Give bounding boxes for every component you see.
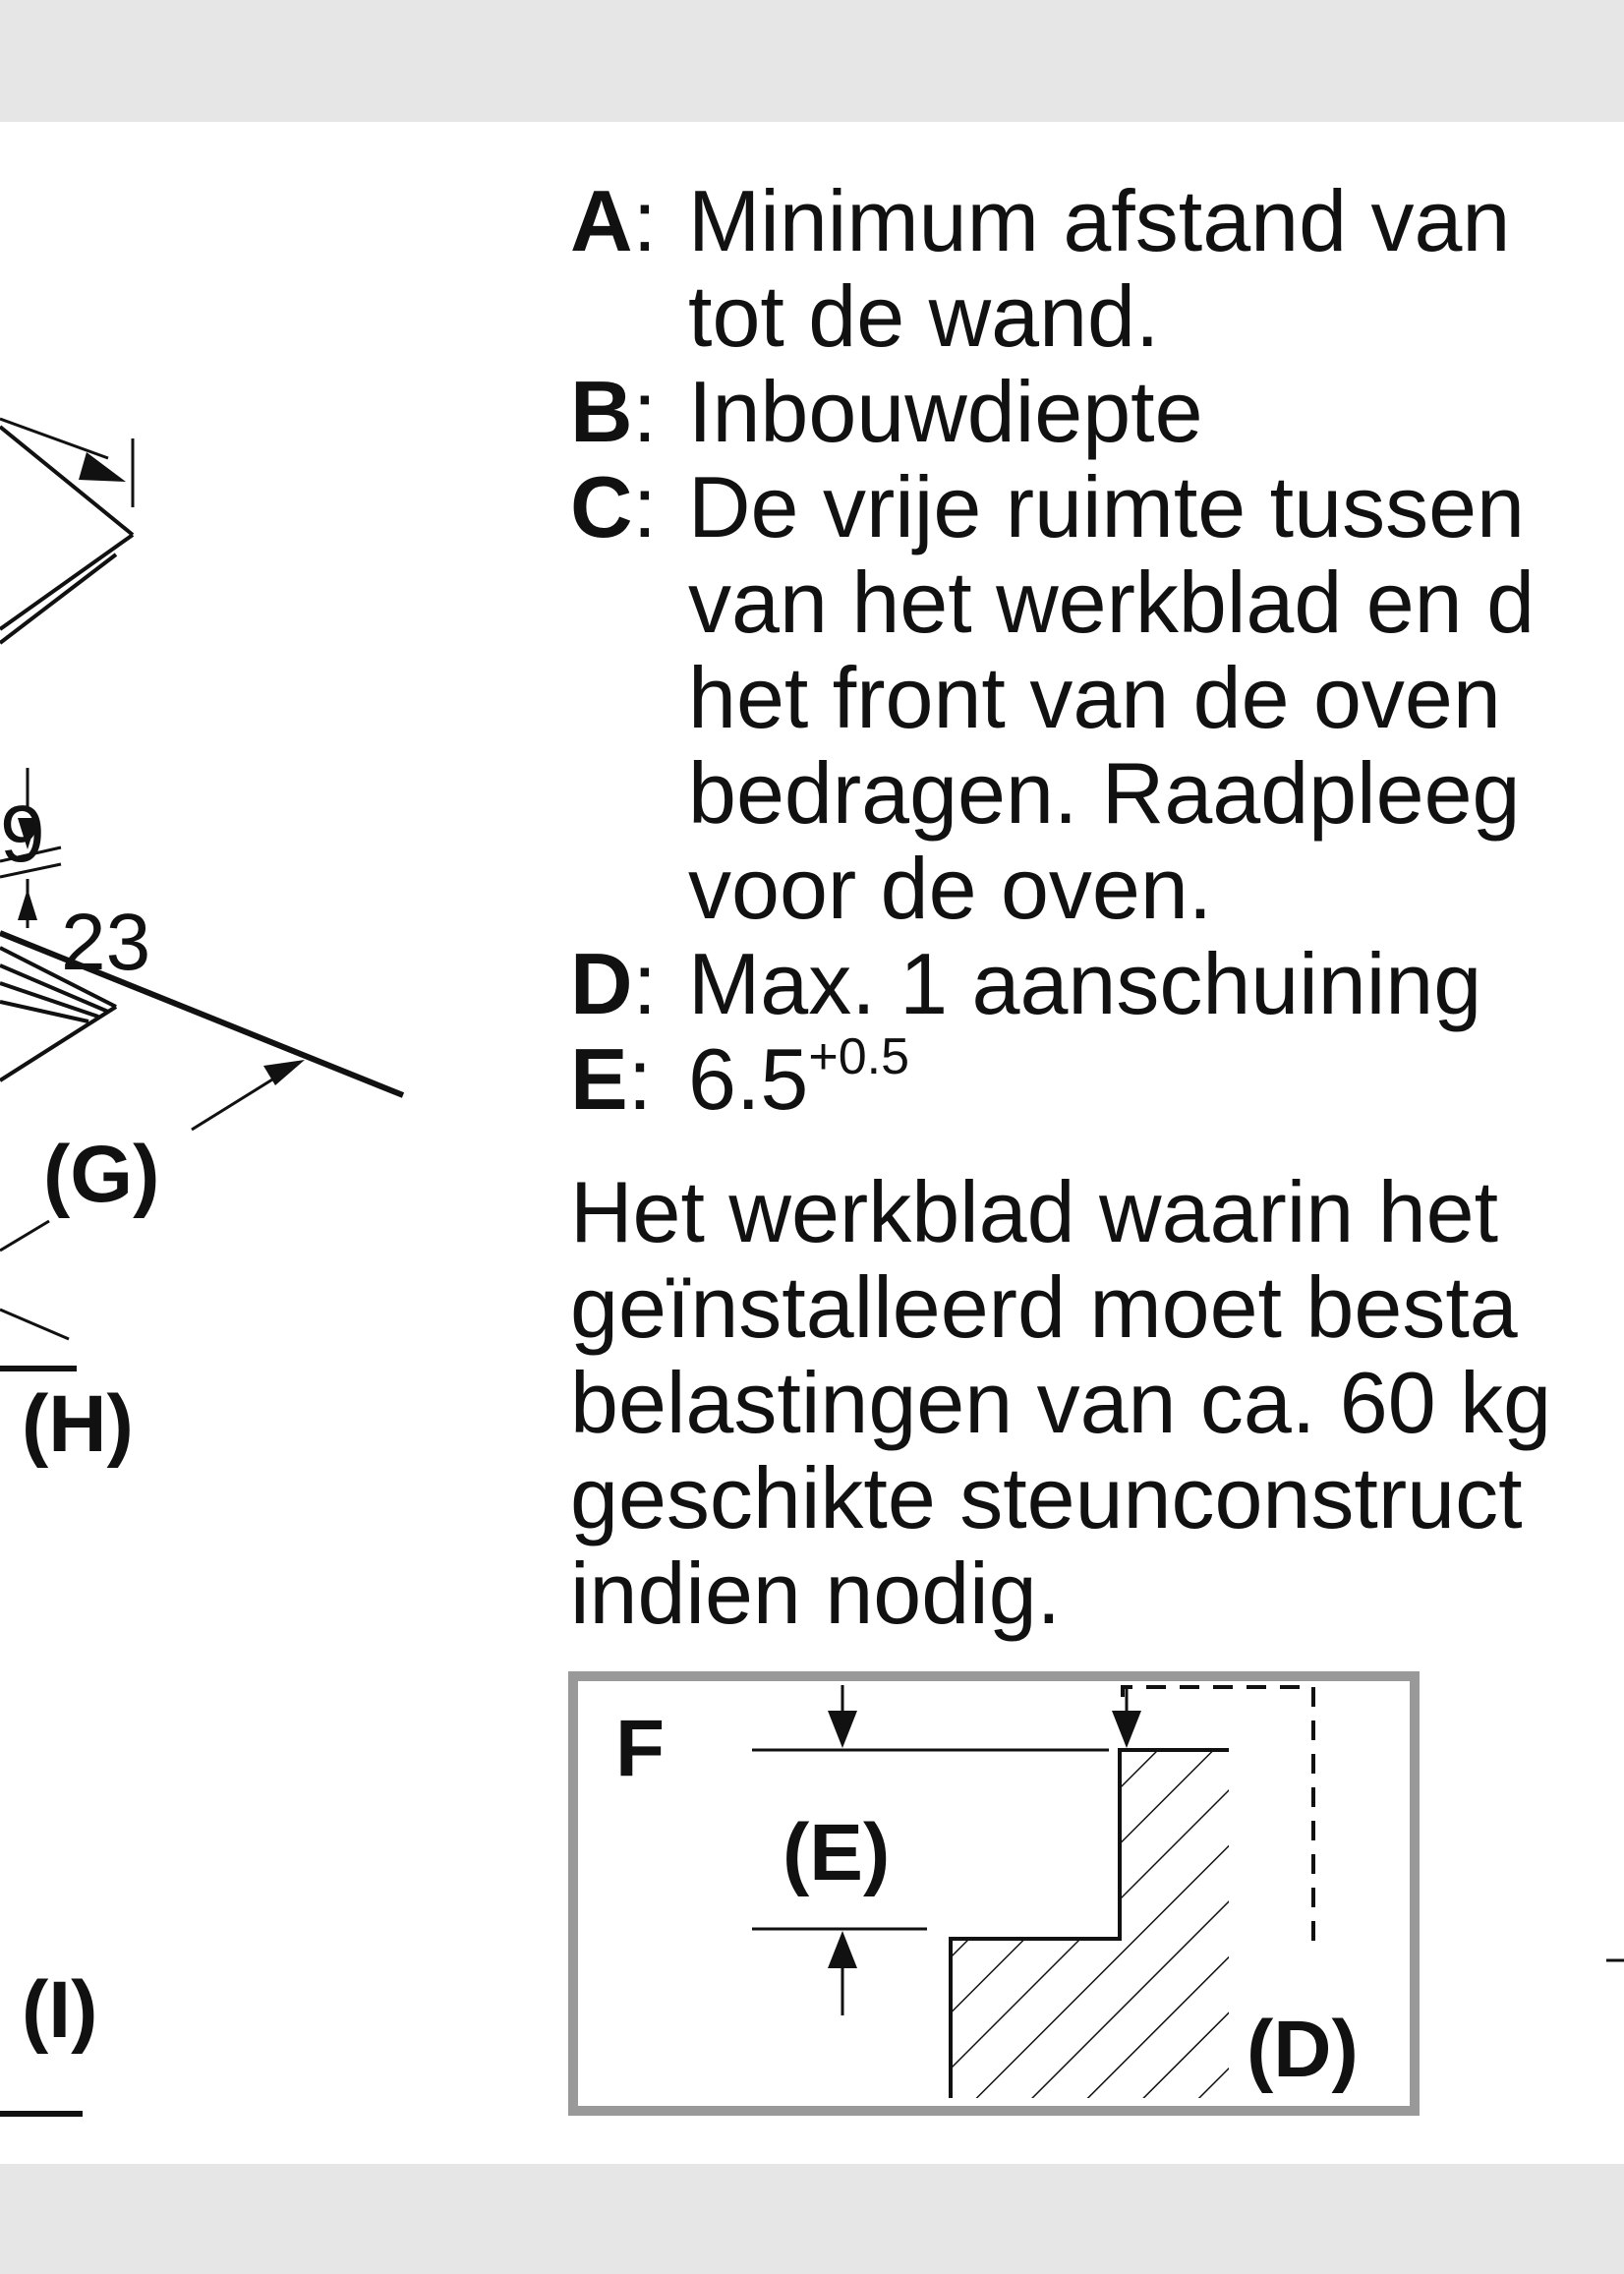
label-e: (E) [783, 1808, 891, 1897]
hatch-line [0, 1002, 88, 1021]
legend-item-c: C: De vrije ruimte tussen van het werkblad en d het front van de oven bedragen. Raadpleeg voor de oven. [570, 459, 1624, 936]
legend-line: tot de wand. [688, 267, 1160, 365]
legend-line: 6.5 [688, 1030, 809, 1128]
legend-list [570, 173, 1624, 1127]
paragraph-line: Het werkblad waarin het [570, 1163, 1499, 1260]
manual-page [0, 122, 1624, 2164]
arrowhead-down [828, 1711, 857, 1748]
paragraph-line: geïnstalleerd moet besta [570, 1258, 1518, 1356]
legend-line: bedragen. Raadpleeg [688, 744, 1521, 842]
leader-line [0, 1221, 49, 1251]
legend-line: De vrije ruimte tussen [688, 458, 1525, 555]
installation-diagram [0, 122, 551, 2164]
dimension-label-9: 9 [0, 789, 45, 879]
legend-item-e: E: $6.5^{+0.5}$ [570, 1028, 909, 1128]
legend-line: van het werkblad en d [688, 554, 1536, 651]
legend-key: B [570, 363, 633, 460]
legend-line: het front van de oven [688, 649, 1501, 746]
worktop-cross-section [951, 1750, 1229, 2098]
detail-f-diagram [568, 1671, 1420, 2116]
leader-line [0, 1310, 69, 1339]
legend-line: Inbouwdiepte [688, 363, 1203, 460]
legend-line: voor de oven. [688, 840, 1213, 937]
dimension-label-23: 23 [61, 898, 151, 987]
legend-item-a: A: Minimum afstand van tot de wand. [570, 173, 1624, 364]
paragraph-line: indien nodig. [570, 1545, 1062, 1642]
arrowhead-up [828, 1931, 857, 1968]
label-g: (G) [43, 1130, 160, 1219]
legend-item-d: D: Max. 1 aanschuining [570, 936, 1624, 1031]
arrowhead [18, 889, 37, 920]
label-d: (D) [1247, 2005, 1359, 2094]
label-i: (I) [22, 1965, 98, 2055]
cooktop-edge-line [0, 554, 116, 643]
arrowhead-down [1112, 1711, 1141, 1748]
label-h: (H) [22, 1379, 134, 1469]
label-f: F [615, 1704, 666, 1793]
edge-marks [1593, 1813, 1624, 2069]
worktop-note-paragraph [570, 1164, 1624, 1641]
paragraph-line: geschikte steunconstruct [570, 1449, 1523, 1546]
legend-item-b: B: Inbouwdiepte [570, 364, 1624, 459]
legend-key: E [570, 1030, 628, 1128]
legend-key: D [570, 935, 633, 1032]
cooktop-edge-line [0, 535, 133, 629]
legend-line: Max. 1 aanschuining [688, 935, 1482, 1032]
leader-line-g [192, 1072, 285, 1130]
tolerance-superscript: +0.5 [808, 1028, 909, 1085]
paragraph-line: belastingen van ca. 60 kg [570, 1354, 1552, 1451]
legend-line: Minimum afstand van [688, 172, 1511, 269]
legend-key: A [570, 172, 633, 269]
hatch-line [0, 1007, 116, 1080]
legend-key: C [570, 458, 633, 555]
